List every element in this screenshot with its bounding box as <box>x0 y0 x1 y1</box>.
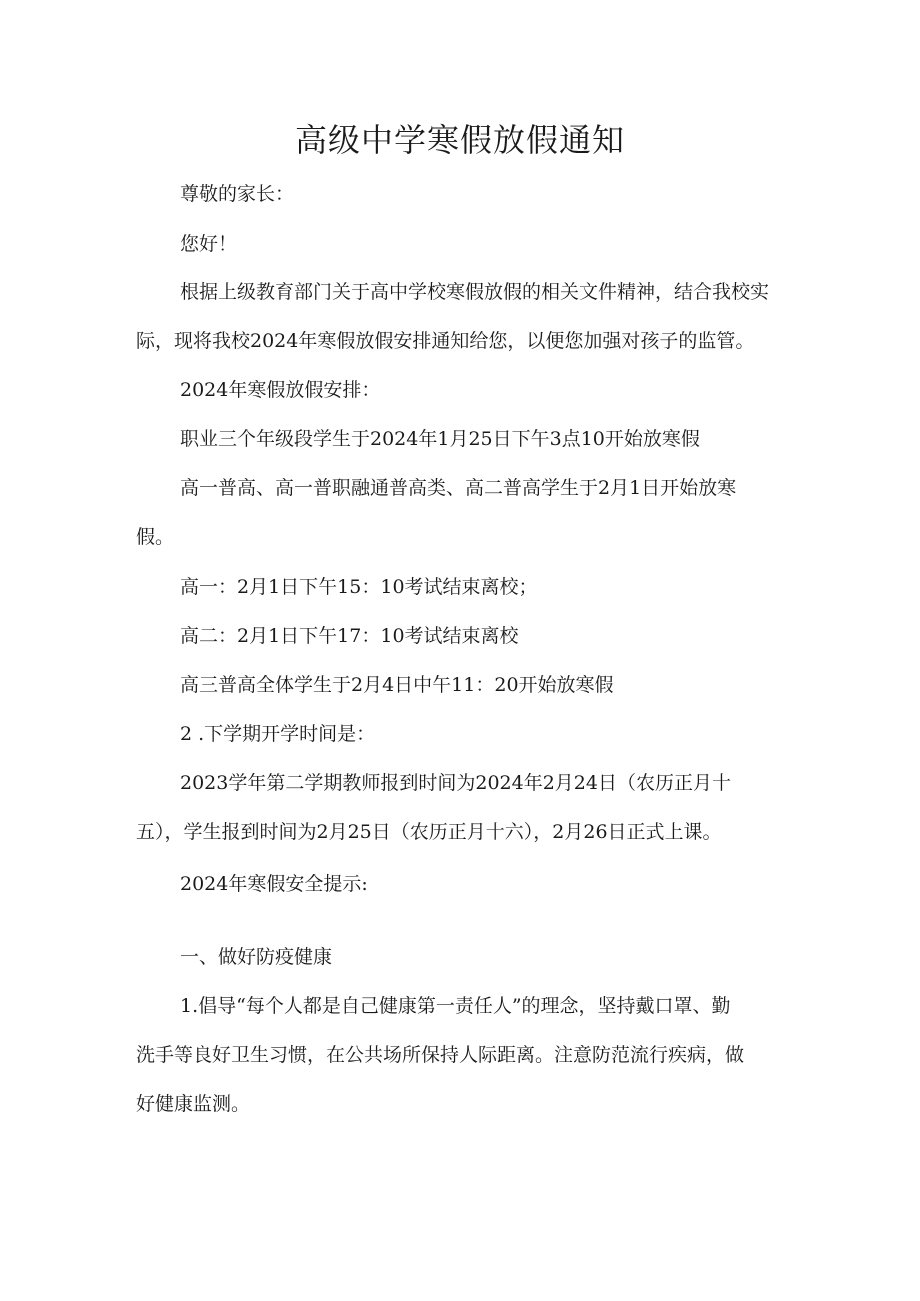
greeting: 尊敬的家长： <box>180 183 295 205</box>
item1-line-3: 好健康监测。 <box>136 1093 251 1115</box>
safety-heading: 2024年寒假安全提示: <box>180 873 368 895</box>
next-term-line-1: 2023学年第二学期教师报到时间为2024年2月24日（农历正月十 <box>180 772 731 794</box>
schedule-heading: 2024年寒假放假安排： <box>180 379 381 401</box>
grade11-exam: 高二：2月1日下午17：10考试结束离校 <box>180 625 519 647</box>
hello-line: 您好！ <box>180 233 238 255</box>
grade10-exam: 高一：2月1日下午15：10考试结束离校； <box>180 576 538 598</box>
grade10-line-2: 假。 <box>136 526 175 548</box>
next-term-heading: 2 .下学期开学时间是： <box>180 723 376 745</box>
grade10-line-1: 高一普高、高一普职融通普高类、高二普高学生于2月1日开始放寒 <box>180 477 737 499</box>
vocational-schedule: 职业三个年级段学生于2024年1月25日下午3点10开始放寒假 <box>180 428 700 450</box>
item1-line-1: 1.倡导“每个人都是自己健康第一责任人”的理念，坚持戴口罩、勤 <box>180 995 731 1017</box>
next-term-line-2: 五），学生报到时间为2月25日（农历正月十六），2月26日正式上课。 <box>136 821 722 843</box>
intro-line-1: 根据上级教育部门关于高中学校寒假放假的相关文件精神，结合我校实 <box>180 281 770 303</box>
section1-heading: 一、做好防疫健康 <box>180 946 333 968</box>
grade12-schedule: 高三普高全体学生于2月4日中午11：20开始放寒假 <box>180 674 614 696</box>
item1-line-2: 洗手等良好卫生习惯，在公共场所保持人际距离。注意防范流行疾病，做 <box>136 1044 745 1066</box>
page-title: 高级中学寒假放假通知 <box>294 121 625 159</box>
intro-line-2: 际，现将我校2024年寒假放假安排通知给您，以便您加强对孩子的监管。 <box>136 330 755 352</box>
